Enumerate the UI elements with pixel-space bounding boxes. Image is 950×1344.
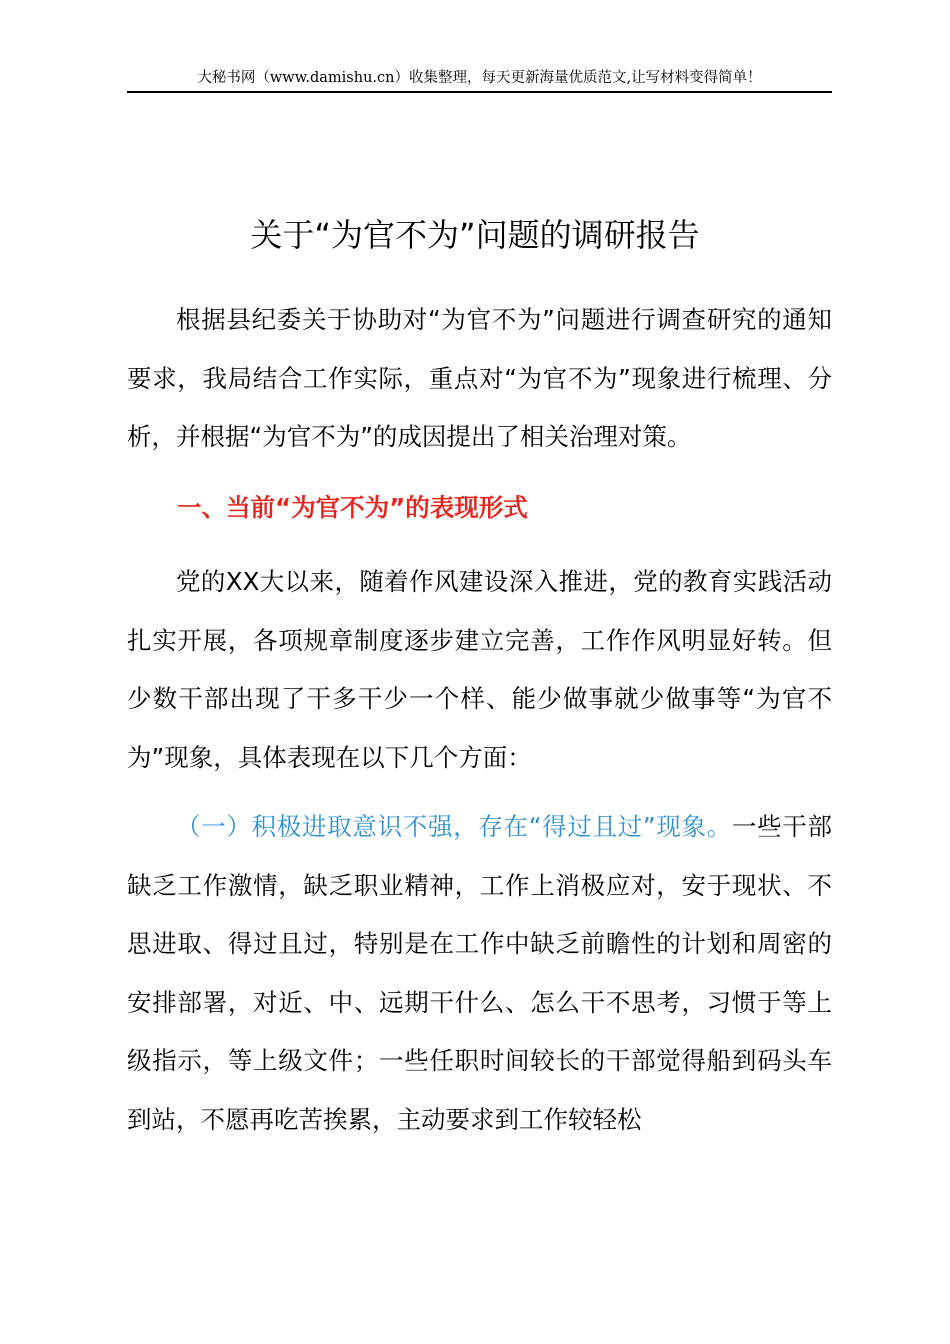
page-header: 大秘书网（www.damishu.cn）收集整理，每天更新海量优质范文,让写材料变得简单！ xyxy=(197,70,762,86)
subsection-1 xyxy=(127,798,832,1149)
header-rule xyxy=(127,91,832,93)
subsection-1-heading: （一）积极进取意识不强，存在“得过且过”现象。 xyxy=(176,812,732,841)
section1-paragraph: 党的XX大以来，随着作风建设深入推进，党的教育实践活动扎实开展，各项规章制度逐步建立完善，工作作风明显好转。但少数干部出现了干多干少一个样、能少做事就少做事等“为官不为”现象，具体表现在以下几个方面： xyxy=(127,567,832,772)
section-heading-1: 一、当前“为官不为”的表现形式 xyxy=(177,493,528,522)
subsection-1-body: 一些干部缺乏工作激情，缺乏职业精神，工作上消极应对，安于现状、不思进取、得过且过，特别是在工作中缺乏前瞻性的计划和周密的安排部署，对近、中、远期干什么、怎么干不思考，习惯于等上级指示，等上级文件；一些任职时间较长的干部觉得船到码头车到站，不愿再吃苦挨累，主动要求到工作较轻松 xyxy=(127,812,832,1134)
document-title: 关于“为官不为”问题的调研报告 xyxy=(250,216,700,254)
intro-paragraph: 根据县纪委关于协助对“为官不为”问题进行调查研究的通知要求，我局结合工作实际，重点对“为官不为”现象进行梳理、分析，并根据“为官不为”的成因提出了相关治理对策。 xyxy=(127,305,832,451)
